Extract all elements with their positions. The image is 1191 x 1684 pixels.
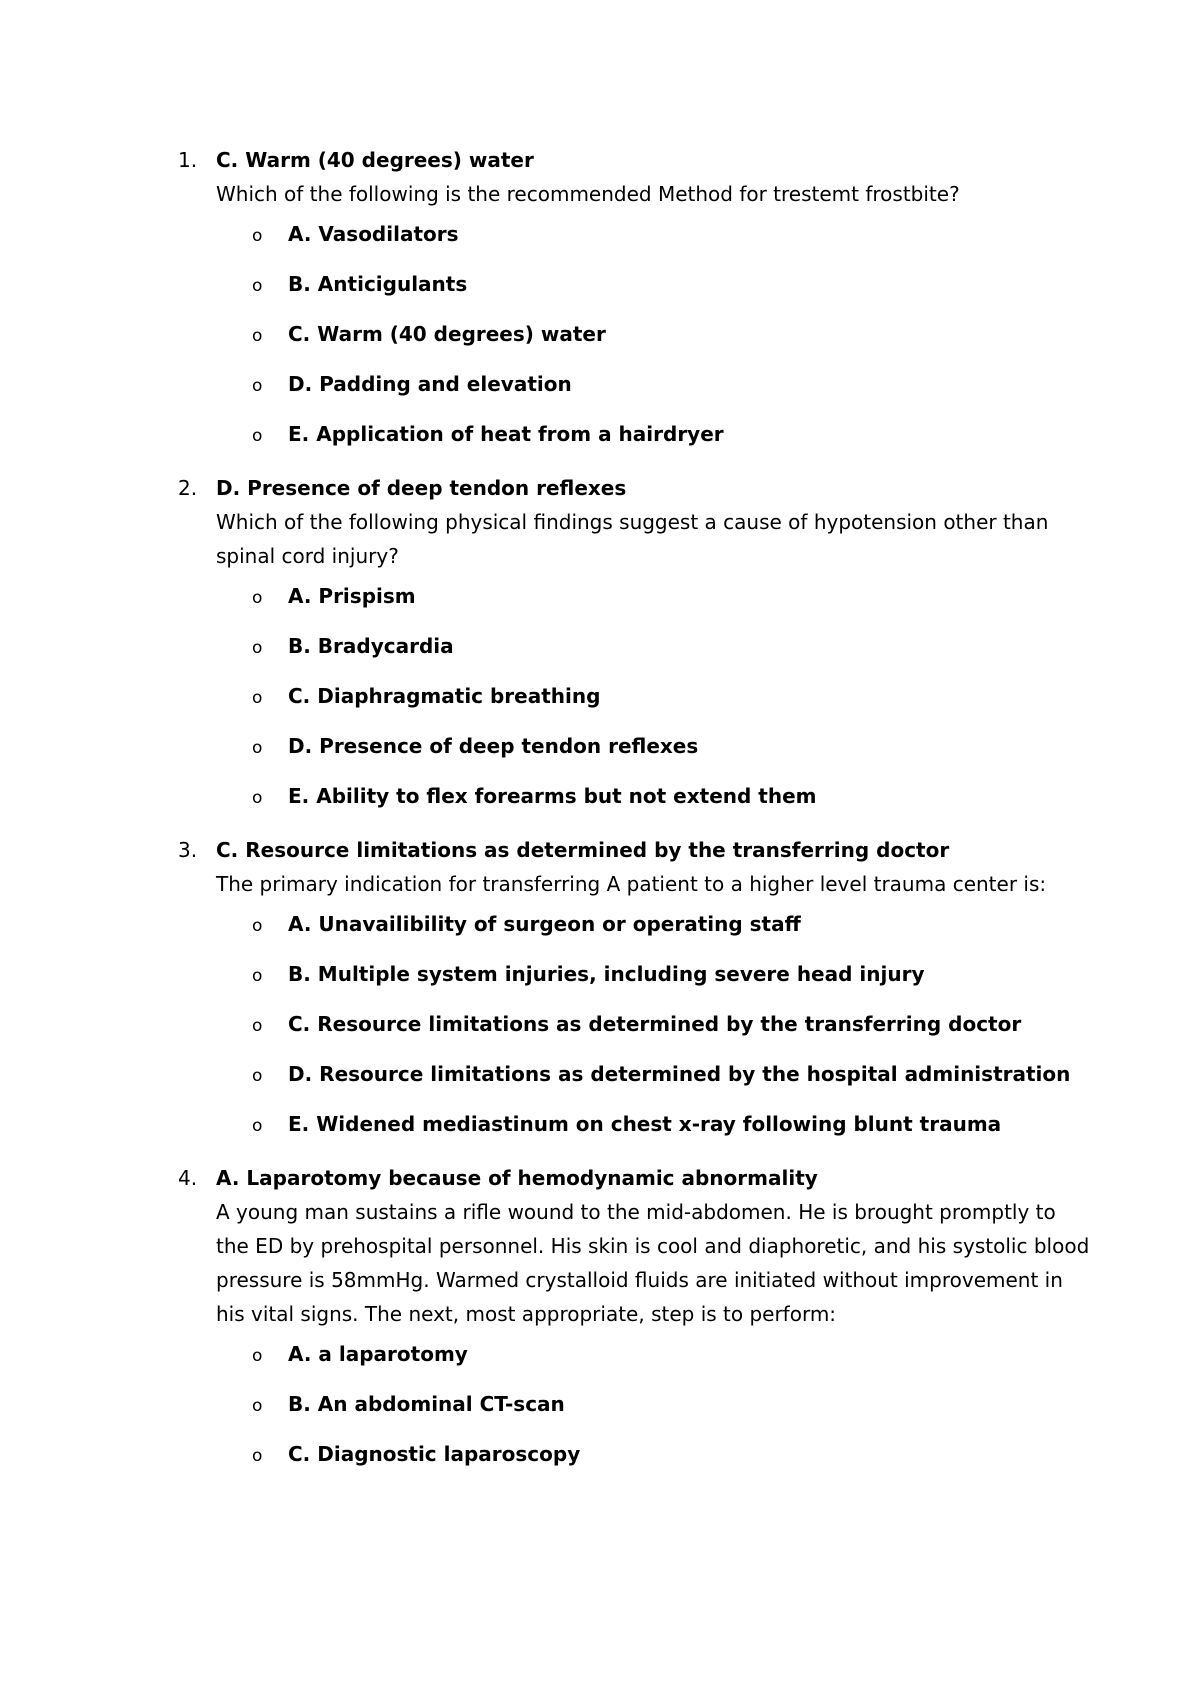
bullet-icon: o bbox=[252, 966, 263, 986]
option-item bbox=[216, 729, 1091, 763]
question-answer: C. Warm (40 degrees) water bbox=[216, 148, 534, 172]
option-item bbox=[216, 267, 1091, 301]
question-number: 4. bbox=[178, 1166, 198, 1190]
bullet-icon: o bbox=[252, 1346, 263, 1366]
option-text: A. Vasodilators bbox=[288, 222, 459, 246]
option-text: A. Prispism bbox=[288, 584, 416, 608]
option-item bbox=[216, 1057, 1091, 1091]
option-list bbox=[216, 579, 1091, 813]
option-text: D. Presence of deep tendon reflexes bbox=[288, 734, 699, 758]
option-item bbox=[216, 417, 1091, 451]
bullet-icon: o bbox=[252, 1396, 263, 1416]
option-item bbox=[216, 629, 1091, 663]
option-text: E. Widened mediastinum on chest x-ray following blunt trauma bbox=[288, 1112, 1002, 1136]
bullet-icon: o bbox=[252, 1446, 263, 1466]
option-item bbox=[216, 1387, 1091, 1421]
option-list bbox=[216, 1337, 1091, 1471]
option-text: A. a laparotomy bbox=[288, 1342, 468, 1366]
option-text: D. Resource limitations as determined by the hospital administration bbox=[288, 1062, 1071, 1086]
bullet-icon: o bbox=[252, 426, 263, 446]
question-answer: A. Laparotomy because of hemodynamic abnormality bbox=[216, 1166, 818, 1190]
option-item bbox=[216, 1437, 1091, 1471]
option-item bbox=[216, 579, 1091, 613]
option-item bbox=[216, 317, 1091, 351]
question-answer: C. Resource limitations as determined by the transferring doctor bbox=[216, 838, 950, 862]
bullet-icon: o bbox=[252, 916, 263, 936]
option-list bbox=[216, 907, 1091, 1141]
question-item bbox=[0, 1161, 1191, 1471]
option-item bbox=[216, 957, 1091, 991]
question-stem: Which of the following physical findings suggest a cause of hypotension other than spinal cord injury? bbox=[216, 510, 1049, 568]
bullet-icon: o bbox=[252, 588, 263, 608]
option-text: B. Multiple system injuries, including severe head injury bbox=[288, 962, 925, 986]
option-item bbox=[216, 1107, 1091, 1141]
option-text: C. Diaphragmatic breathing bbox=[288, 684, 601, 708]
option-item bbox=[216, 679, 1091, 713]
option-text: B. Anticigulants bbox=[288, 272, 468, 296]
bullet-icon: o bbox=[252, 688, 263, 708]
option-text: E. Application of heat from a hairdryer bbox=[288, 422, 724, 446]
option-item bbox=[216, 907, 1091, 941]
bullet-icon: o bbox=[252, 1016, 263, 1036]
option-text: C. Warm (40 degrees) water bbox=[288, 322, 606, 346]
bullet-icon: o bbox=[252, 226, 263, 246]
question-item bbox=[0, 143, 1191, 451]
bullet-icon: o bbox=[252, 638, 263, 658]
question-answer: D. Presence of deep tendon reflexes bbox=[216, 476, 627, 500]
question-number: 3. bbox=[178, 838, 198, 862]
bullet-icon: o bbox=[252, 1066, 263, 1086]
bullet-icon: o bbox=[252, 738, 263, 758]
option-text: E. Ability to flex forearms but not extend them bbox=[288, 784, 817, 808]
question-item bbox=[0, 833, 1191, 1141]
bullet-icon: o bbox=[252, 326, 263, 346]
question-number: 2. bbox=[178, 476, 198, 500]
option-text: B. Bradycardia bbox=[288, 634, 454, 658]
question-list bbox=[0, 143, 1191, 1471]
option-text: C. Resource limitations as determined by the transferring doctor bbox=[288, 1012, 1022, 1036]
bullet-icon: o bbox=[252, 276, 263, 296]
question-stem: A young man sustains a rifle wound to the mid-abdomen. He is brought promptly to the ED by prehospital personnel. His skin is cool and diaphoretic, and his systolic blood pressure is 58mmHg. Warmed crystalloid fluids are initiated without improvement in his vital signs. The next, most appropriate, step is to perform: bbox=[216, 1200, 1090, 1326]
question-stem: The primary indication for transferring A patient to a higher level trauma center is: bbox=[216, 872, 1047, 896]
question-stem: Which of the following is the recommended Method for trestemt frostbite? bbox=[216, 182, 960, 206]
option-text: A. Unavailibility of surgeon or operating staff bbox=[288, 912, 801, 936]
option-item bbox=[216, 1337, 1091, 1371]
question-number: 1. bbox=[178, 148, 198, 172]
option-item bbox=[216, 217, 1091, 251]
option-text: C. Diagnostic laparoscopy bbox=[288, 1442, 581, 1466]
bullet-icon: o bbox=[252, 788, 263, 808]
bullet-icon: o bbox=[252, 376, 263, 396]
option-list bbox=[216, 217, 1091, 451]
option-item bbox=[216, 779, 1091, 813]
option-item bbox=[216, 367, 1091, 401]
question-item bbox=[0, 471, 1191, 813]
option-text: D. Padding and elevation bbox=[288, 372, 572, 396]
bullet-icon: o bbox=[252, 1116, 263, 1136]
option-text: B. An abdominal CT-scan bbox=[288, 1392, 565, 1416]
option-item bbox=[216, 1007, 1091, 1041]
